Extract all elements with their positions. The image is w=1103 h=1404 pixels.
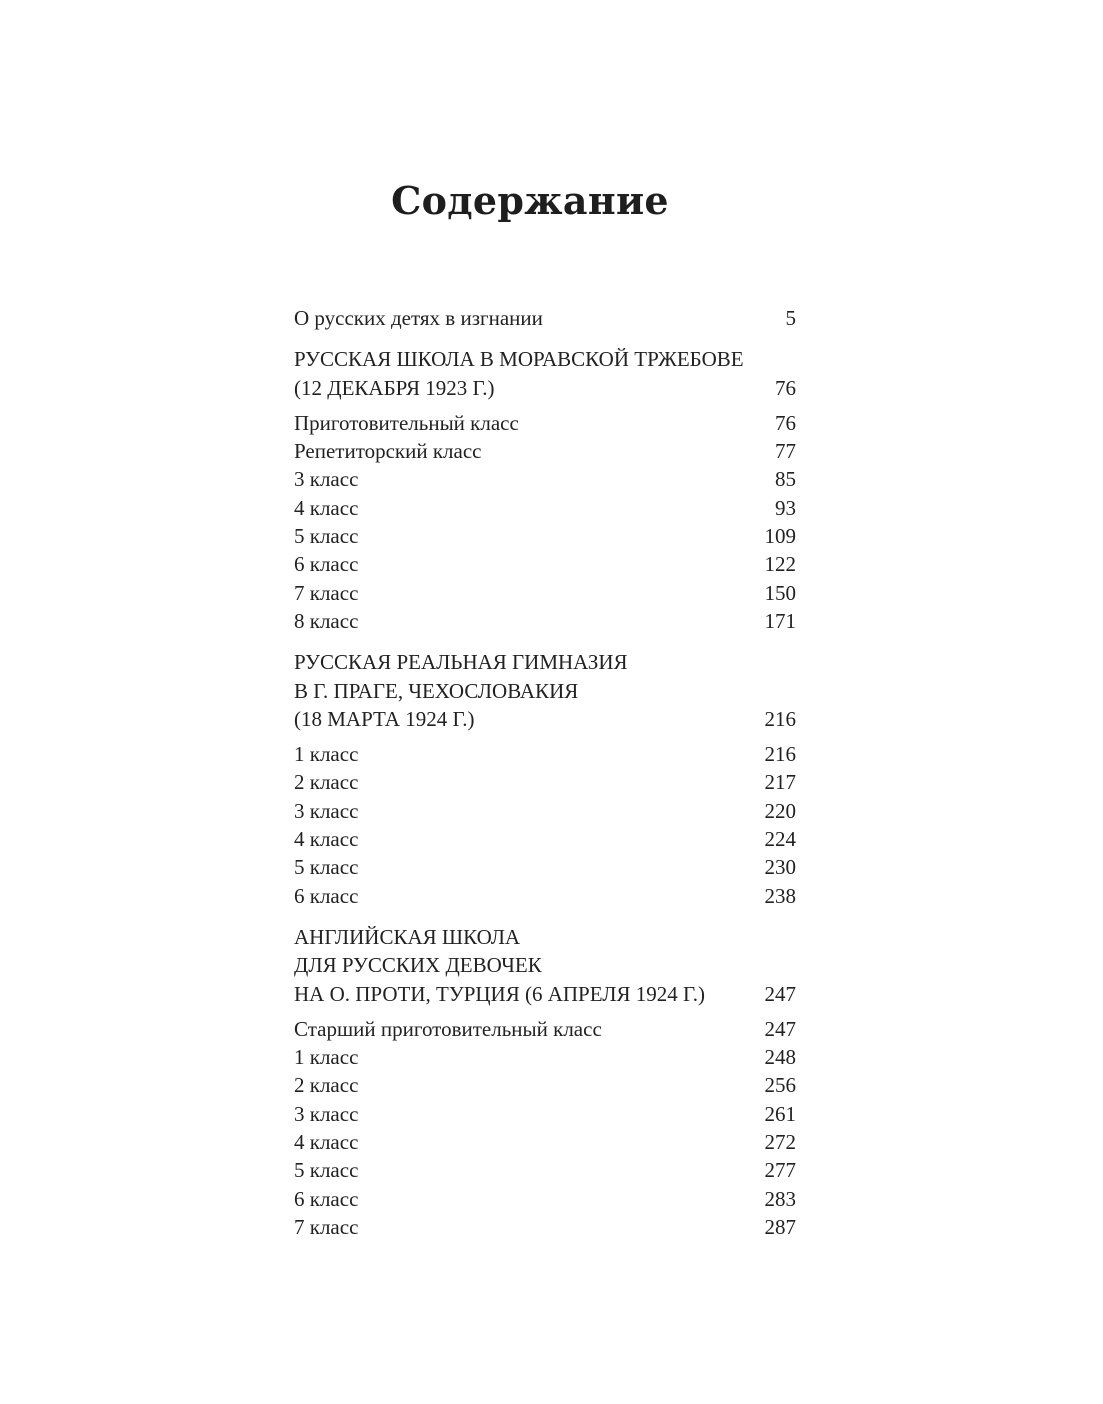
section-spacer xyxy=(294,332,796,345)
section-heading-text: (12 ДЕКАБРЯ 1923 Г.) xyxy=(294,375,495,400)
toc-entry-page: 220 xyxy=(764,798,796,823)
toc-entry-label: 5 класс xyxy=(294,855,359,880)
toc-entry-page: 283 xyxy=(764,1186,796,1211)
toc-entry-label: Репетиторский класс xyxy=(294,439,482,464)
toc-entry[interactable] xyxy=(294,1071,796,1099)
toc-section xyxy=(294,345,796,635)
section-heading-text: В Г. ПРАГЕ, ЧЕХОСЛОВАКИЯ xyxy=(294,678,579,703)
toc-entry[interactable] xyxy=(294,797,796,825)
toc-entry-page: 77 xyxy=(775,439,796,464)
toc-entry-page: 224 xyxy=(764,827,796,852)
toc-entry-label: 6 класс xyxy=(294,883,359,908)
toc-sections xyxy=(294,332,796,1241)
toc-entry[interactable] xyxy=(294,1128,796,1156)
toc-entry-label: 5 класс xyxy=(294,1158,359,1183)
toc-entry-label: 5 класс xyxy=(294,524,359,549)
toc-entry[interactable] xyxy=(294,607,796,635)
toc-entry-label: О русских детях в изгнании xyxy=(294,306,543,330)
toc-entry-page: 256 xyxy=(764,1073,796,1098)
section-heading-line xyxy=(294,677,796,705)
toc-entry-label: Приготовительный класс xyxy=(294,410,519,435)
toc-entry-page: 217 xyxy=(764,770,796,795)
toc-entry-page: 171 xyxy=(764,608,796,633)
toc-entry-page: 93 xyxy=(775,495,796,520)
toc-entry[interactable] xyxy=(294,1156,796,1184)
toc-entry-label: 3 класс xyxy=(294,467,359,492)
toc-entry-page: 238 xyxy=(764,883,796,908)
toc-entry-label: 2 класс xyxy=(294,1073,359,1098)
section-heading-line[interactable] xyxy=(294,374,796,402)
section-heading-text: (18 МАРТА 1924 Г.) xyxy=(294,706,475,731)
toc-entry-page: 216 xyxy=(764,742,796,767)
toc-entry-page: 109 xyxy=(764,524,796,549)
toc-entry[interactable] xyxy=(294,853,796,881)
toc-entry-label: 4 класс xyxy=(294,495,359,520)
toc-entry[interactable] xyxy=(294,768,796,796)
toc-entry[interactable] xyxy=(294,1043,796,1071)
toc-entry-page: 277 xyxy=(764,1158,796,1183)
toc-entry-label: Старший приготовительный класс xyxy=(294,1016,602,1041)
toc-entry[interactable] xyxy=(294,465,796,493)
toc-entry-label: 2 класс xyxy=(294,770,359,795)
section-heading-line xyxy=(294,648,796,676)
toc-entry-page: 150 xyxy=(764,580,796,605)
toc-entry-page: 122 xyxy=(764,552,796,577)
section-heading-page: 247 xyxy=(764,981,796,1006)
section-spacer xyxy=(294,635,796,648)
section-heading-page: 76 xyxy=(775,375,796,400)
toc-entry[interactable] xyxy=(294,579,796,607)
toc-entry[interactable] xyxy=(294,494,796,522)
toc-entry[interactable] xyxy=(294,882,796,910)
toc-section xyxy=(294,923,796,1241)
section-heading-line xyxy=(294,923,796,951)
toc-entry[interactable] xyxy=(294,550,796,578)
toc-entry-label: 3 класс xyxy=(294,798,359,823)
toc-entry[interactable] xyxy=(294,437,796,465)
toc-entry-page: 76 xyxy=(775,410,796,435)
heading-spacer xyxy=(294,402,796,409)
toc-entry-label: 7 класс xyxy=(294,1214,359,1239)
toc-entry[interactable] xyxy=(294,522,796,550)
toc-entry-label: 1 класс xyxy=(294,742,359,767)
section-heading-line[interactable] xyxy=(294,980,796,1008)
section-spacer xyxy=(294,910,796,923)
toc-entry-page: 85 xyxy=(775,467,796,492)
toc-entry-label: 3 класс xyxy=(294,1101,359,1126)
table-of-contents xyxy=(294,304,796,1241)
toc-entry[interactable] xyxy=(294,825,796,853)
toc-entry[interactable] xyxy=(294,1100,796,1128)
toc-entry[interactable] xyxy=(294,1213,796,1241)
toc-entry-label: 1 класс xyxy=(294,1045,359,1070)
heading-spacer xyxy=(294,733,796,740)
toc-entry-page: 230 xyxy=(764,855,796,880)
toc-entry-page: 5 xyxy=(785,306,796,330)
section-heading-line xyxy=(294,345,796,373)
toc-entry-label: 7 класс xyxy=(294,580,359,605)
toc-entry-label: 4 класс xyxy=(294,827,359,852)
toc-entry-page: 248 xyxy=(764,1045,796,1070)
toc-entry[interactable] xyxy=(294,1185,796,1213)
toc-section xyxy=(294,648,796,910)
toc-entry[interactable] xyxy=(294,409,796,437)
page-title: Содержание xyxy=(391,178,669,223)
section-heading-line xyxy=(294,951,796,979)
toc-entry-label: 4 класс xyxy=(294,1130,359,1155)
section-heading-text: РУССКАЯ ШКОЛА В МОРАВСКОЙ ТРЖЕБОВЕ xyxy=(294,347,744,372)
heading-spacer xyxy=(294,1008,796,1015)
section-heading-text: НА О. ПРОТИ, ТУРЦИЯ (6 АПРЕЛЯ 1924 Г.) xyxy=(294,981,706,1006)
toc-entry-label: 6 класс xyxy=(294,552,359,577)
section-heading-text: РУССКАЯ РЕАЛЬНАЯ ГИМНАЗИЯ xyxy=(294,650,628,675)
section-heading-page: 216 xyxy=(764,706,796,731)
toc-entry[interactable] xyxy=(294,1015,796,1043)
toc-entry-page: 247 xyxy=(764,1016,796,1041)
section-heading-text: ДЛЯ РУССКИХ ДЕВОЧЕК xyxy=(294,953,542,978)
section-heading-text: АНГЛИЙСКАЯ ШКОЛА xyxy=(294,924,521,949)
toc-entry-page: 272 xyxy=(764,1130,796,1155)
toc-entry-page: 261 xyxy=(764,1101,796,1126)
toc-entry-label: 6 класс xyxy=(294,1186,359,1211)
toc-entry-page: 287 xyxy=(764,1214,796,1239)
section-heading-line[interactable] xyxy=(294,705,796,733)
toc-entry[interactable] xyxy=(294,740,796,768)
toc-entry-label: 8 класс xyxy=(294,608,359,633)
toc-entry-intro[interactable] xyxy=(294,304,796,332)
